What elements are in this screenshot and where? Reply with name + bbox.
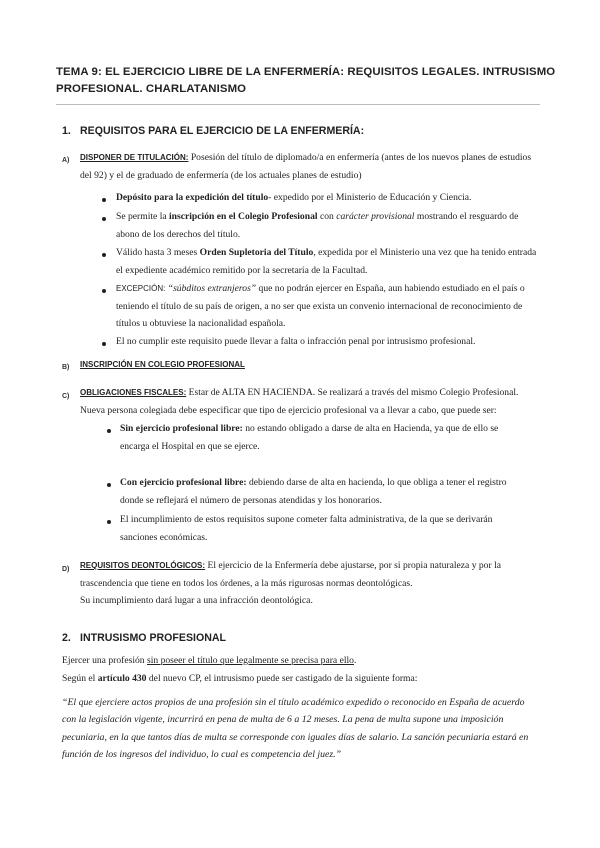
a-bullet-3 <box>116 244 542 279</box>
a-bullet-2-rest: mostrando el resguardo de abono de los derechos del título. <box>116 211 519 240</box>
section-2-line1-post: . <box>353 655 357 666</box>
section-2-line1-pre: Ejercer una profesión <box>62 655 147 666</box>
page-title: TEMA 9: EL EJERCICIO LIBRE DE LA ENFERMERÍA: REQUISITOS LEGALES. INTRUSISMO PROFESIONAL. CHARLATANISMO <box>56 66 556 95</box>
bullet-icon <box>107 483 111 487</box>
item-c-letter: C) <box>62 393 70 400</box>
a-bullet-4-label: EXCEPCIÓN: <box>116 284 166 293</box>
c-bullet-2-rest: debiendo darse de alta en hacienda, lo que obliga a tener el registro donde se reflejará el número de personas atendidas y los honorarios. <box>120 477 507 506</box>
bullet-icon <box>102 198 106 202</box>
a-bullet-5: El no cumplir este requisito puede llevar a falta o infracción penal por intrusismo profesional. <box>116 336 476 347</box>
legal-quote: “El que ejerciere actos propios de una profesión sin el título académico expedido o reconocido en España de acuerdo con la legislación vigente, incurrirá en pena de multa de 6 a 12 meses. La pena de multa supone una imposición pecuniaria, en la que tantos días de multa se corresponde con iguales días de salario. La sanción pecuniaria estará en función de los ingresos del individuo, lo cual es competencia del juez.” <box>62 697 529 761</box>
item-a-label: DISPONER DE TITULACIÓN: <box>80 153 189 162</box>
item-a-text: Posesión del título de diplomado/a en enfermería (antes de los nuevos planes de estudios del 92) y el de graduado de enfermería (de los actuales planes de estudio) <box>80 152 532 181</box>
section-2-definition <box>62 652 538 670</box>
section-1-number: 1. <box>62 125 71 137</box>
section-2-article <box>62 670 538 688</box>
section-2-line2-bold: artículo 430 <box>97 673 147 684</box>
section-1-title: REQUISITOS PARA EL EJERCICIO DE LA ENFERMERÍA: <box>80 125 365 137</box>
a-bullet-2-italic: carácter provisional <box>336 211 415 222</box>
item-b-letter: B) <box>62 364 70 371</box>
a-bullet-3-pre: Válido hasta 3 meses <box>116 247 200 258</box>
a-bullet-2-pre: Se permite la <box>116 211 170 222</box>
c-bullet-2 <box>120 474 530 509</box>
bullet-icon <box>107 520 111 524</box>
c-bullet-1-bold: Sin ejercicio profesional libre: <box>120 423 243 434</box>
c-bullet-3: El incumplimiento de estos requisitos supone cometer falta administrativa, de la que se derivarán sanciones económicas. <box>120 514 493 543</box>
section-2-line2-pre: Según el <box>62 673 98 684</box>
item-a-letter: A) <box>62 157 70 164</box>
section-2-heading <box>62 632 226 644</box>
a-bullet-4-rest: que no podrán ejercer en España, aun habiendo estudiado en el país o teniendo el título de su país de origen, a no ser que exista un convenio internacional de reconocimiento de títulos u obtuviese la nacionalidad española. <box>116 283 525 330</box>
c-bullet-1 <box>120 420 530 455</box>
item-a-paragraph <box>80 149 542 184</box>
item-c-label: OBLIGACIONES FISCALES: <box>80 388 187 397</box>
section-2-line1-underlined: sin poseer el título que legalmente se precisa para ello <box>146 655 354 666</box>
item-d-label: REQUISITOS DEONTOLÓGICOS: <box>80 561 206 570</box>
bullet-icon <box>102 342 106 346</box>
title-divider <box>56 104 540 105</box>
bullet-icon <box>102 217 106 221</box>
item-d-paragraph <box>80 557 542 592</box>
item-c-text: Estar de ALTA EN HACIENDA. Se realizará a través del mismo Colegio Profesional. Nueva persona colegiada debe especificar que tipo de ejercicio profesional va a llevar a cabo, que puede ser: <box>80 387 519 416</box>
bullet-icon <box>102 253 106 257</box>
a-bullet-2-mid: con <box>317 211 337 222</box>
a-bullet-2 <box>116 208 542 243</box>
item-b-paragraph <box>80 356 542 374</box>
a-bullet-4-italic: “súbditos extranjeros” <box>165 283 257 294</box>
a-bullet-1 <box>116 189 542 207</box>
a-bullet-3-rest: , expedida por el Ministerio una vez que ha tenido entrada el expediente académico remitido por la secretaría de la Facultad. <box>116 247 537 276</box>
c-bullet-2-bold: Con ejercicio profesional libre: <box>120 477 247 488</box>
c-bullet-1-rest: no estando obligado a darse de alta en Hacienda, ya que de ello se encarga el Hospital en que se ejerce. <box>120 423 499 452</box>
a-bullet-1-bold: Depósito para la expedición del título <box>116 192 269 203</box>
item-d-letter: D) <box>62 566 70 573</box>
bullet-icon <box>107 429 111 433</box>
section-1-heading <box>62 125 364 137</box>
a-bullet-3-bold: Orden Supletoria del Título <box>199 247 314 258</box>
item-d-text: El ejercicio de la Enfermería debe ajustarse, por si propia naturaleza y por la trascendencia que tiene en todos los órdenes, a la más rigurosas normas deontológicas. <box>80 560 501 589</box>
bullet-icon <box>102 289 106 293</box>
item-c-paragraph <box>80 384 542 419</box>
item-b-label: INSCRIPCIÓN EN COLEGIO PROFESIONAL <box>80 360 245 369</box>
a-bullet-1-rest: - expedido por el Ministerio de Educación y Ciencia. <box>268 192 472 203</box>
a-bullet-4 <box>116 280 542 333</box>
a-bullet-2-bold: inscripción en el Colegio Profesional <box>169 211 318 222</box>
section-2-number: 2. <box>62 632 71 644</box>
section-2-title: INTRUSISMO PROFESIONAL <box>80 632 226 644</box>
item-d-paragraph-2: Su incumplimiento dará lugar a una infracción deontológica. <box>80 595 313 606</box>
section-2-line2-rest: del nuevo CP, el intrusismo puede ser castigado de la siguiente forma: <box>146 673 418 684</box>
